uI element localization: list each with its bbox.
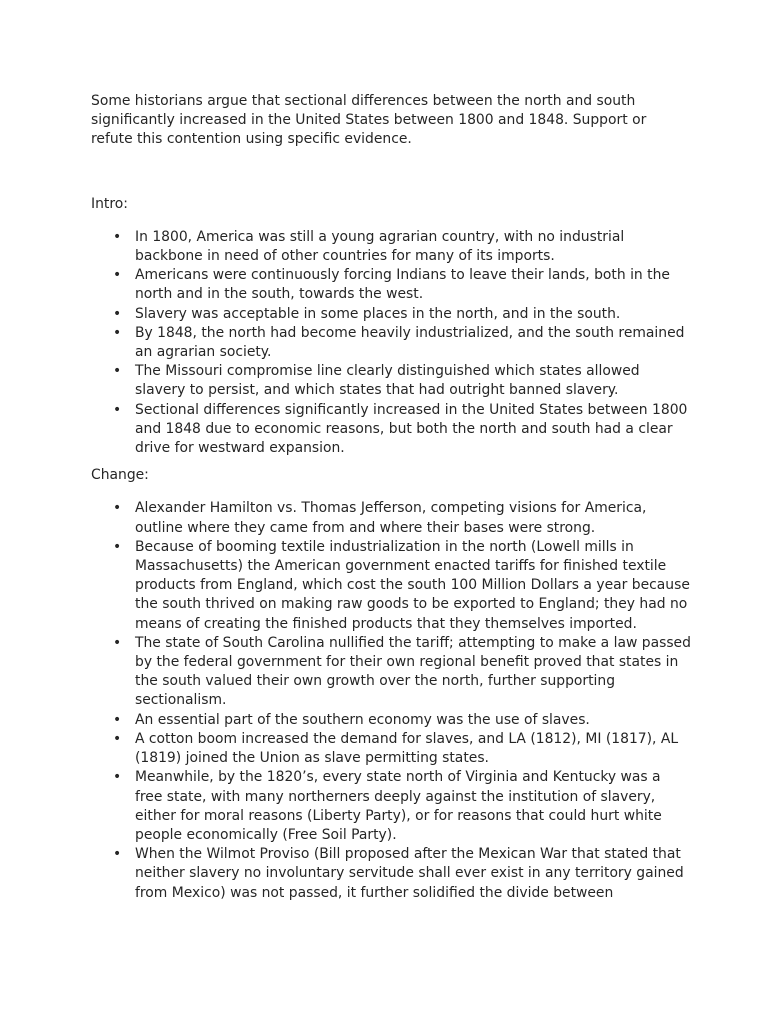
list-item: • An essential part of the southern economy was the use of slaves. [91,711,691,730]
list-item: • Because of booming textile industrialization in the north (Lowell mills in Massachusetts) the American government enacted tariffs for finished textile products from England, which cost the south 100 Million Dollars a year because the south thrived on making raw goods to be exported to England; they had no means of creating the finished products that they themselves imported. [91,538,691,634]
list-item: • Slavery was acceptable in some places in the north, and in the south. [91,305,691,324]
intro-list [91,228,691,458]
list-item: • The state of South Carolina nullified the tariff; attempting to make a law passed by the federal government for their own regional benefit proved that states in the south valued their own growth over the north, further supporting sectionalism. [91,634,691,711]
list-item: • Alexander Hamilton vs. Thomas Jefferson, competing visions for America, outline where they came from and where their bases were strong. [91,499,691,537]
list-item: • Americans were continuously forcing Indians to leave their lands, both in the north and in the south, towards the west. [91,266,691,304]
list-item: • When the Wilmot Proviso (Bill proposed after the Mexican War that stated that neither slavery no involuntary servitude shall ever exist in any territory gained from Mexico) was not passed, it further solidified the divide between [91,845,691,903]
list-item: • A cotton boom increased the demand for slaves, and LA (1812), MI (1817), AL (1819) joined the Union as slave permitting states. [91,730,691,768]
document-page [91,92,691,903]
list-item: • The Missouri compromise line clearly distinguished which states allowed slavery to persist, and which states that had outright banned slavery. [91,362,691,400]
change-heading: Change: [91,467,149,484]
list-item: • Sectional differences significantly increased in the United States between 1800 and 1848 due to economic reasons, but both the north and south had a clear drive for westward expansion. [91,401,691,459]
list-item: • By 1848, the north had become heavily industrialized, and the south remained an agrarian society. [91,324,691,362]
list-item: • Meanwhile, by the 1820’s, every state north of Virginia and Kentucky was a free state, with many northerners deeply against the institution of slavery, either for moral reasons (Liberty Party), or for reasons that could hurt white people economically (Free Soil Party). [91,768,691,845]
change-list [91,499,691,902]
list-item: • In 1800, America was still a young agrarian country, with no industrial backbone in need of other countries for many of its imports. [91,228,691,266]
essay-prompt: Some historians argue that sectional differences between the north and south significantly increased in the United States between 1800 and 1848. Support or refute this contention using specific evidence. [91,93,647,148]
intro-heading: Intro: [91,195,128,212]
